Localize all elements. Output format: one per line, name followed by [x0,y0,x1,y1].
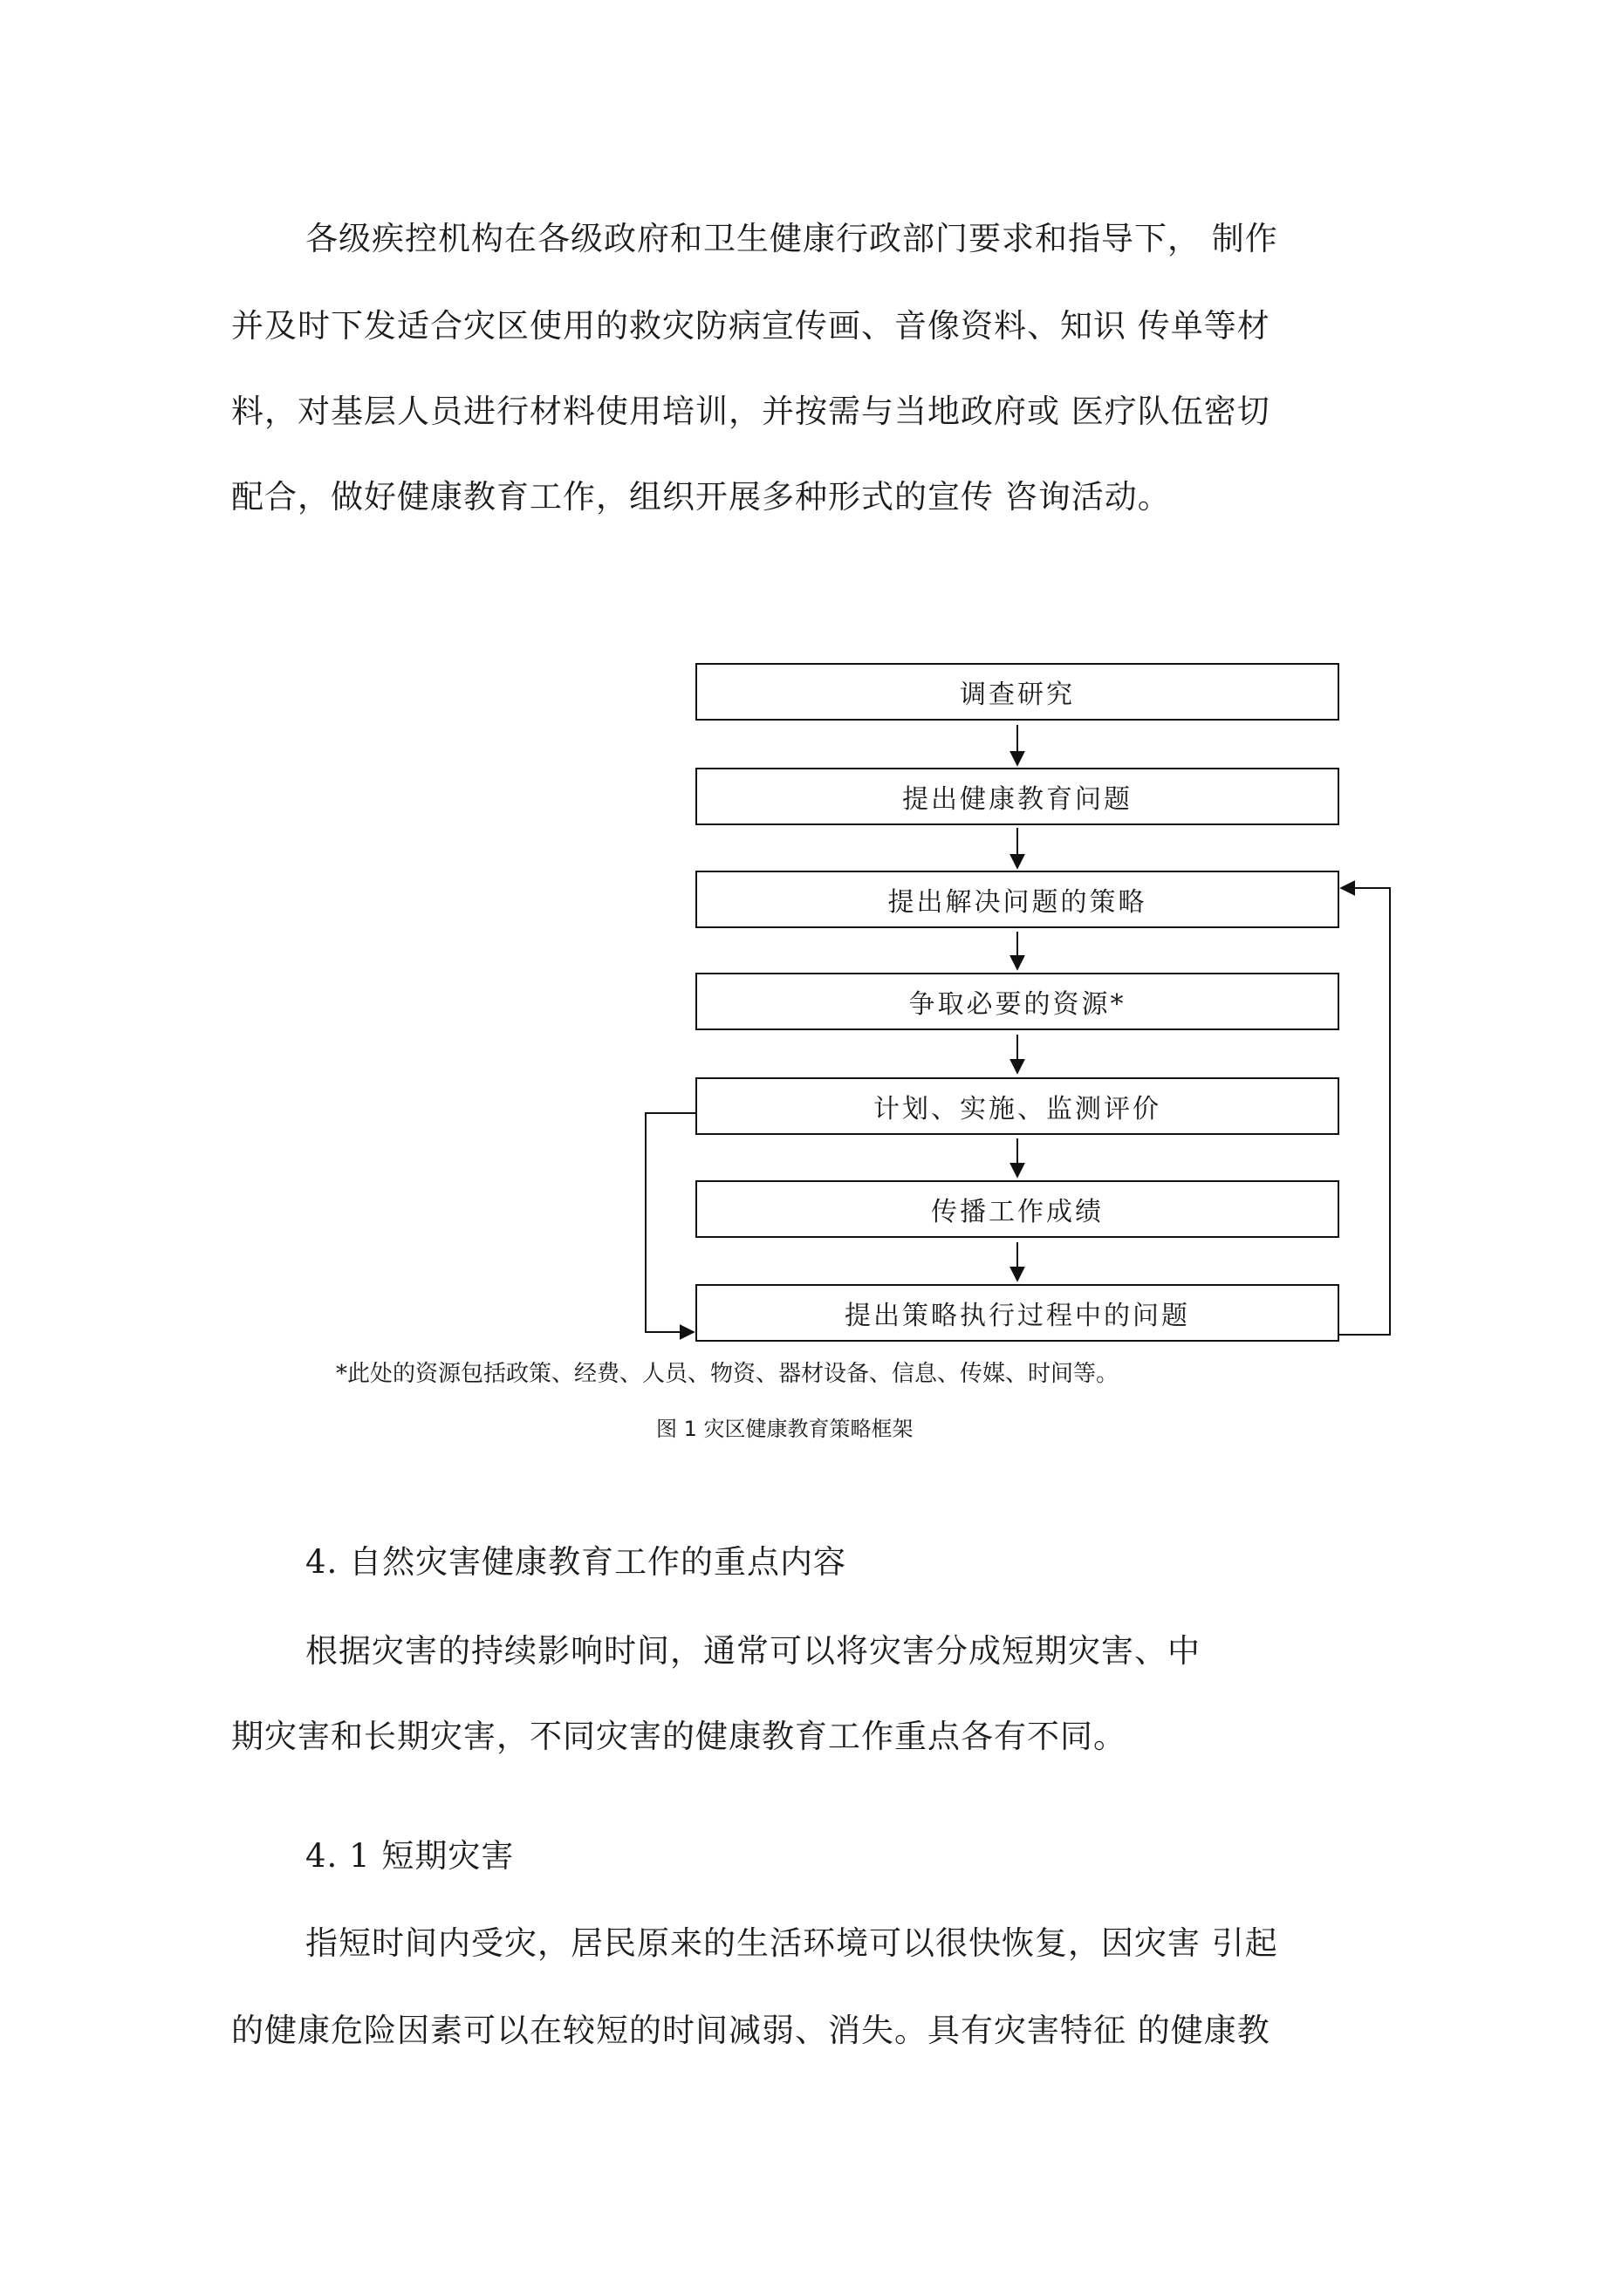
section41-line-1: 指短时间内受灾，居民原来的生活环境可以很快恢复，因灾害 引起 [305,1924,1278,1962]
paragraph1-line-4: 配合，做好健康教育工作，组织开展多种形式的宣传 咨询活动。 [231,478,1171,516]
section4-line-1: 根据灾害的持续影响时间，通常可以将灾害分成短期灾害、中 [305,1632,1201,1670]
paragraph1-line-1: 各级疾控机构在各级政府和卫生健康行政部门要求和指导下， 制作 [305,220,1278,257]
flow-step-identify-problem: 提出健康教育问题 [695,768,1339,825]
paragraph1-line-2: 并及时下发适合灾区使用的救灾防病宣传画、音像资料、知识 传单等材 [231,307,1270,345]
section4-heading: 4. 自然灾害健康教育工作的重点内容 [305,1543,847,1581]
figure-caption: 图 1 灾区健康教育策略框架 [656,1417,914,1441]
flow-step-strategy: 提出解决问题的策略 [695,871,1339,928]
flow-step-resources: 争取必要的资源* [695,973,1339,1030]
feedback-loop-left [646,1113,695,1332]
flowchart-footnote: *此处的资源包括政策、经费、人员、物资、器材设备、信息、传媒、时间等。 [336,1361,1119,1387]
flow-step-dissemination: 传播工作成绩 [695,1180,1339,1238]
flow-step-execution-problems: 提出策略执行过程中的问题 [695,1284,1339,1342]
section41-line-2: 的健康危险因素可以在较短的时间减弱、消失。具有灾害特征 的健康教 [231,2012,1270,2049]
feedback-loop-right [1339,888,1390,1335]
flow-step-plan-implement: 计划、实施、监测评价 [695,1077,1339,1135]
section4-line-2: 期灾害和长期灾害，不同灾害的健康教育工作重点各有不同。 [231,1718,1126,1755]
section41-heading: 4. 1 短期灾害 [305,1837,515,1875]
paragraph1-line-3: 料，对基层人员进行材料使用培训，并按需与当地政府或 医疗队伍密切 [231,393,1270,430]
flow-step-research: 调查研究 [695,663,1339,721]
